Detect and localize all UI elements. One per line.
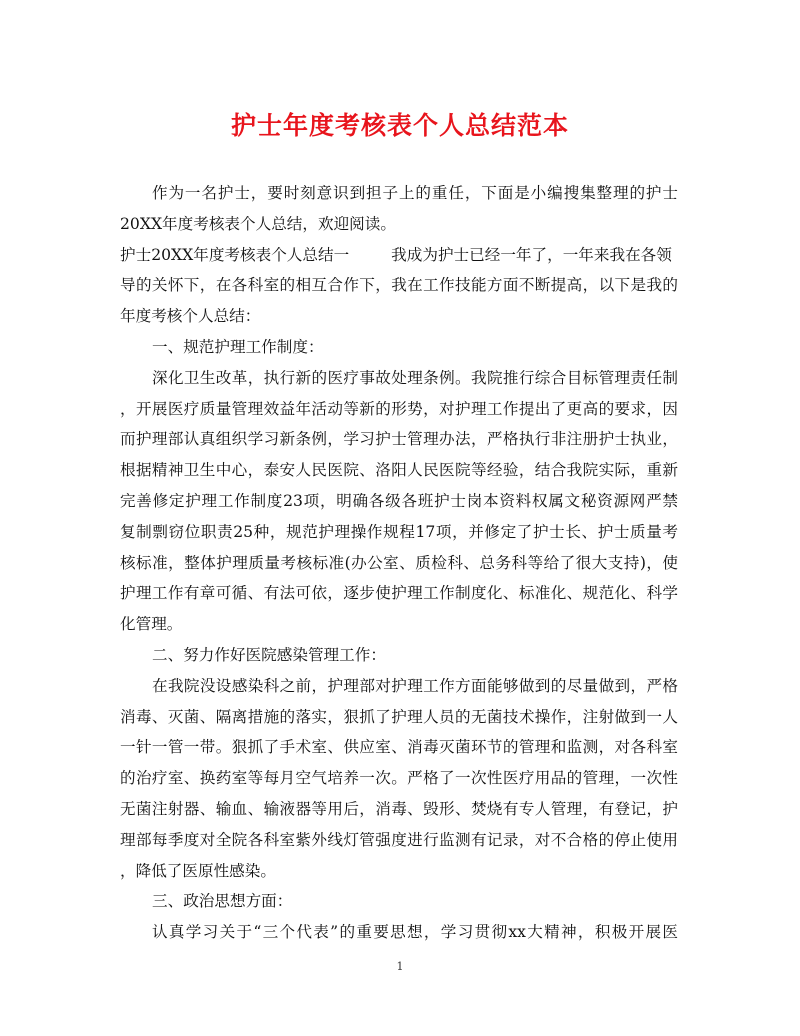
paragraph-line: 完善修定护理工作制度23项，明确各级各班护士岗本资料权属文秘资源网严禁 [120, 491, 678, 510]
paragraph-line: 消毒、灭菌、隔离措施的落实，狠抓了护理人员的无菌技术操作，注射做到一人 [120, 707, 678, 726]
paragraph-line: 理部每季度对全院各科室紫外线灯管强度进行监测有记录，对不合格的停止使用 [120, 830, 678, 849]
intro-line-2: 20XX年度考核表个人总结，欢迎阅读。 [120, 214, 396, 233]
paragraph-line: ，降低了医原性感染。 [120, 861, 276, 880]
paragraph-line: 年度考核个人总结： [120, 307, 261, 326]
paragraph-line: 认真学习关于“三个代表”的重要思想，学习贯彻xx大精神，积极开展医 [152, 923, 678, 942]
section-heading-line [120, 240, 678, 271]
section-heading-3: 三、政治思想方面： [152, 892, 293, 911]
document-title: 护士年度考核表个人总结范本 [230, 111, 569, 140]
document-body [120, 178, 678, 948]
summary-opening: 我成为护士已经一年了，一年来我在各领 [391, 245, 672, 264]
paragraph-line: ，开展医疗质量管理效益年活动等新的形势，对护理工作提出了更高的要求，因 [120, 399, 678, 418]
paragraph-line: 的治疗室、换药室等每月空气培养一次。严格了一次性医疗用品的管理，一次性 [120, 769, 678, 788]
paragraph-line: 无菌注射器、输血、输液器等用后，消毒、毁形、焚烧有专人管理，有登记，护 [120, 799, 678, 818]
paragraph-line: 导的关怀下，在各科室的相互合作下，我在工作技能方面不断提高，以下是我的 [120, 276, 678, 295]
paragraph-line: 护理工作有章可循、有法可依，逐步使护理工作制度化、标准化、规范化、科学 [120, 584, 678, 603]
paragraph-line: 深化卫生改革，执行新的医疗事故处理条例。我院推行综合目标管理责任制 [152, 368, 678, 387]
intro-line-1: 作为一名护士，要时刻意识到担子上的重任，下面是小编搜集整理的护士 [152, 184, 678, 202]
paragraph-line: 根据精神卫生中心，泰安人民医院、洛阳人民医院等经验，结合我院实际，重新 [120, 461, 678, 480]
section-heading-2: 二、努力作好医院感染管理工作： [152, 645, 386, 664]
paragraph-line: 在我院没设感染科之前，护理部对护理工作方面能够做到的尽量做到，严格 [152, 676, 678, 695]
page-number: 1 [396, 960, 404, 973]
paragraph-line: 核标准，整体护理质量考核标准(办公室、质检科、总务科等给了很大支持)，使 [120, 553, 678, 572]
section-heading-1: 一、规范护理工作制度： [152, 337, 324, 356]
paragraph-line: 化管理。 [120, 615, 183, 634]
summary-heading: 护士20XX年度考核表个人总结一 [120, 245, 350, 264]
paragraph-line: 一针一管一带。狠抓了手术室、供应室、消毒灭菌环节的管理和监测，对各科室 [120, 738, 678, 757]
paragraph-line: 复制剽窃位职责25种，规范护理操作规程17项，并修定了护士长、护士质量考 [120, 522, 678, 541]
paragraph-line: 而护理部认真组织学习新条例，学习护士管理办法，严格执行非注册护士执业， [120, 430, 678, 449]
